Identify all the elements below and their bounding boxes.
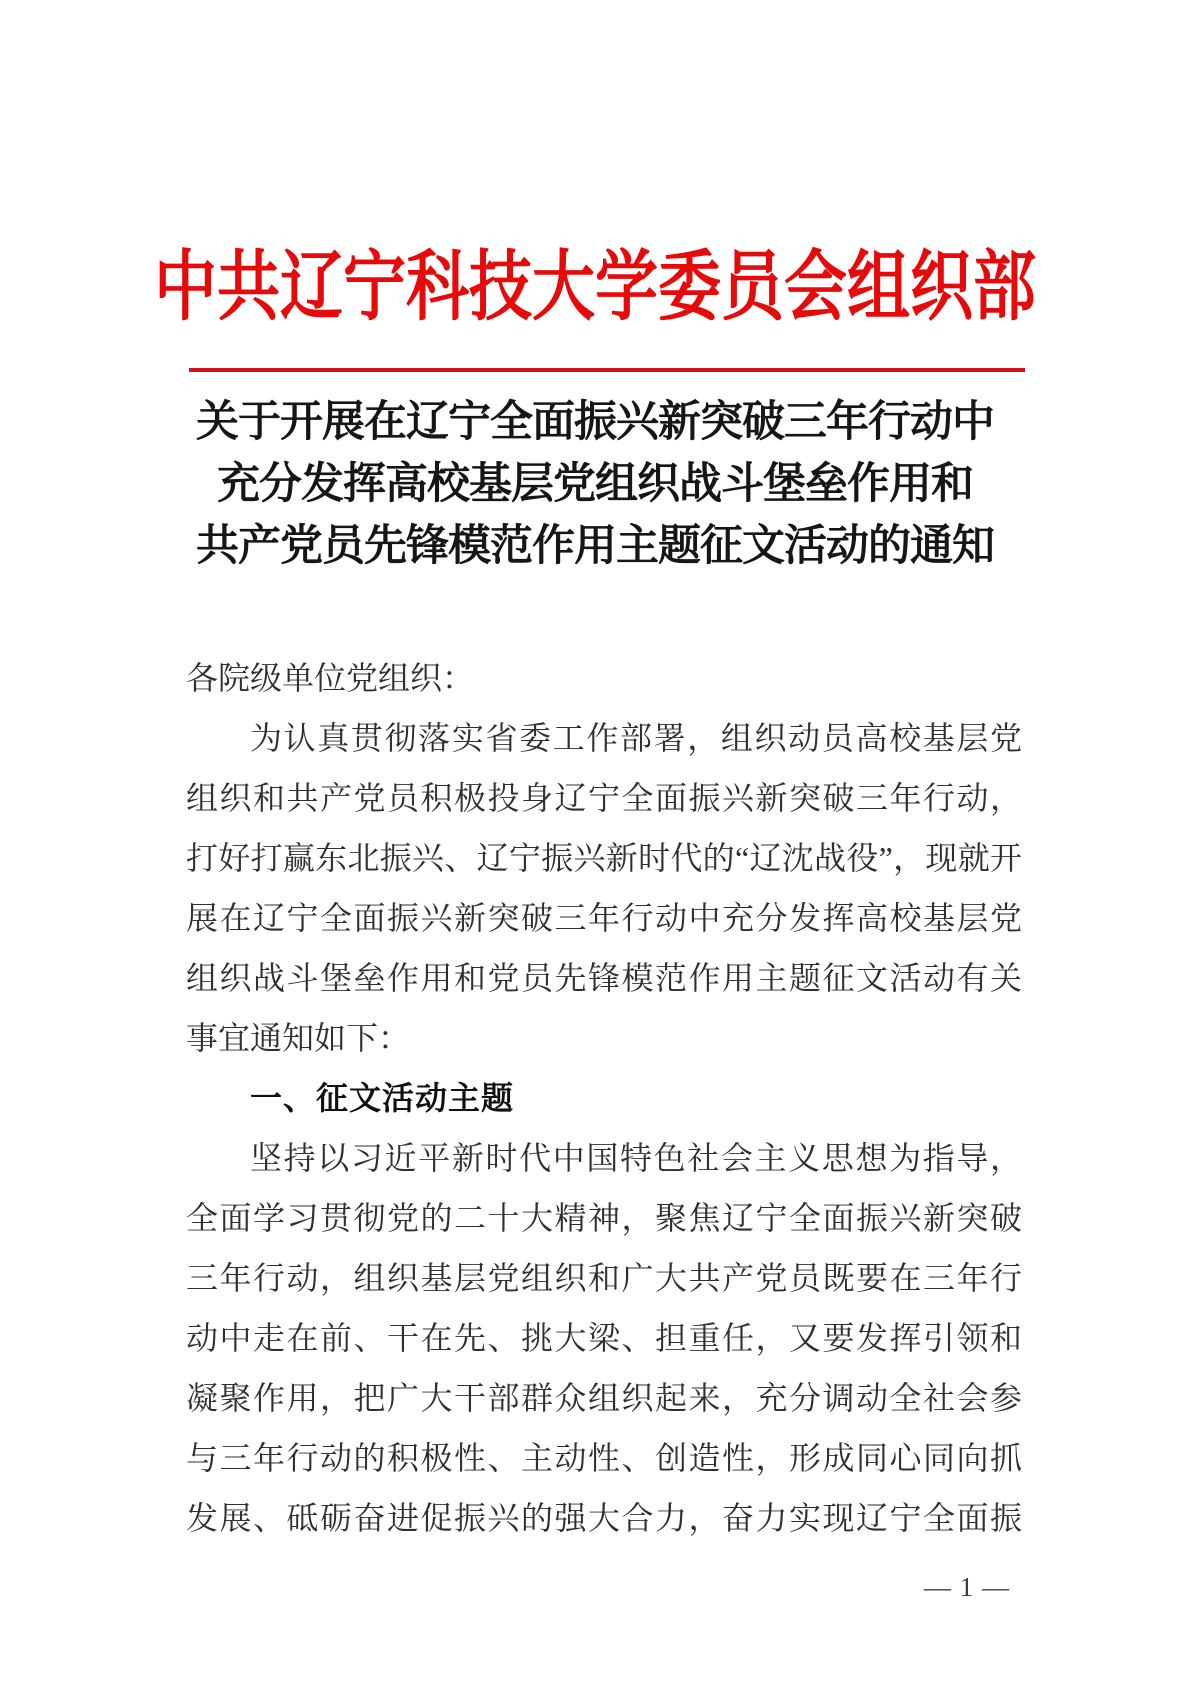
body-line: 展在辽宁全面振兴新突破三年行动中充分发挥高校基层党 (186, 900, 1022, 936)
body-line: 动中走在前、干在先、挑大梁、担重任，又要发挥引领和 (186, 1320, 1022, 1356)
body-line: 为认真贯彻落实省委工作部署，组织动员高校基层党 (250, 720, 1022, 756)
document-title (95, 392, 1095, 578)
body-line: 凝聚作用，把广大干部群众组织起来，充分调动全社会参 (186, 1380, 1022, 1416)
body-line: 事宜通知如下： (186, 1020, 411, 1056)
document-title-line: 关于开展在辽宁全面振兴新突破三年行动中 (196, 399, 994, 446)
header-divider (189, 368, 1025, 372)
body-line: 坚持以习近平新时代中国特色社会主义思想为指导， (250, 1140, 1022, 1176)
salutation: 各院级单位党组织： (186, 660, 475, 696)
org-title: 中共辽宁科技大学委员会组织部 (154, 244, 1036, 330)
body-line: 与三年行动的积极性、主动性、创造性，形成同心同向抓 (186, 1440, 1022, 1476)
body-line: 全面学习贯彻党的二十大精神，聚焦辽宁全面振兴新突破 (186, 1200, 1022, 1236)
body-line: 发展、砥砺奋进促振兴的强大合力，奋力实现辽宁全面振 (186, 1500, 1022, 1536)
document-title-line: 共产党员先锋模范作用主题征文活动的通知 (196, 523, 994, 570)
body-line: 组织战斗堡垒作用和党员先锋模范作用主题征文活动有关 (186, 960, 1022, 996)
body-line: 打好打赢东北振兴、辽宁振兴新时代的“辽沈战役”，现就开 (186, 840, 1022, 876)
body-line: 组织和共产党员积极投身辽宁全面振兴新突破三年行动， (186, 780, 1022, 816)
body-line: 三年行动，组织基层党组织和广大共产党员既要在三年行 (186, 1260, 1022, 1296)
document-body (186, 648, 1022, 1548)
document-title-line: 充分发挥高校基层党组织战斗堡垒作用和 (217, 461, 973, 508)
section-heading: 一、征文活动主题 (250, 1080, 515, 1116)
page-number: — 1 — (924, 1572, 1010, 1602)
